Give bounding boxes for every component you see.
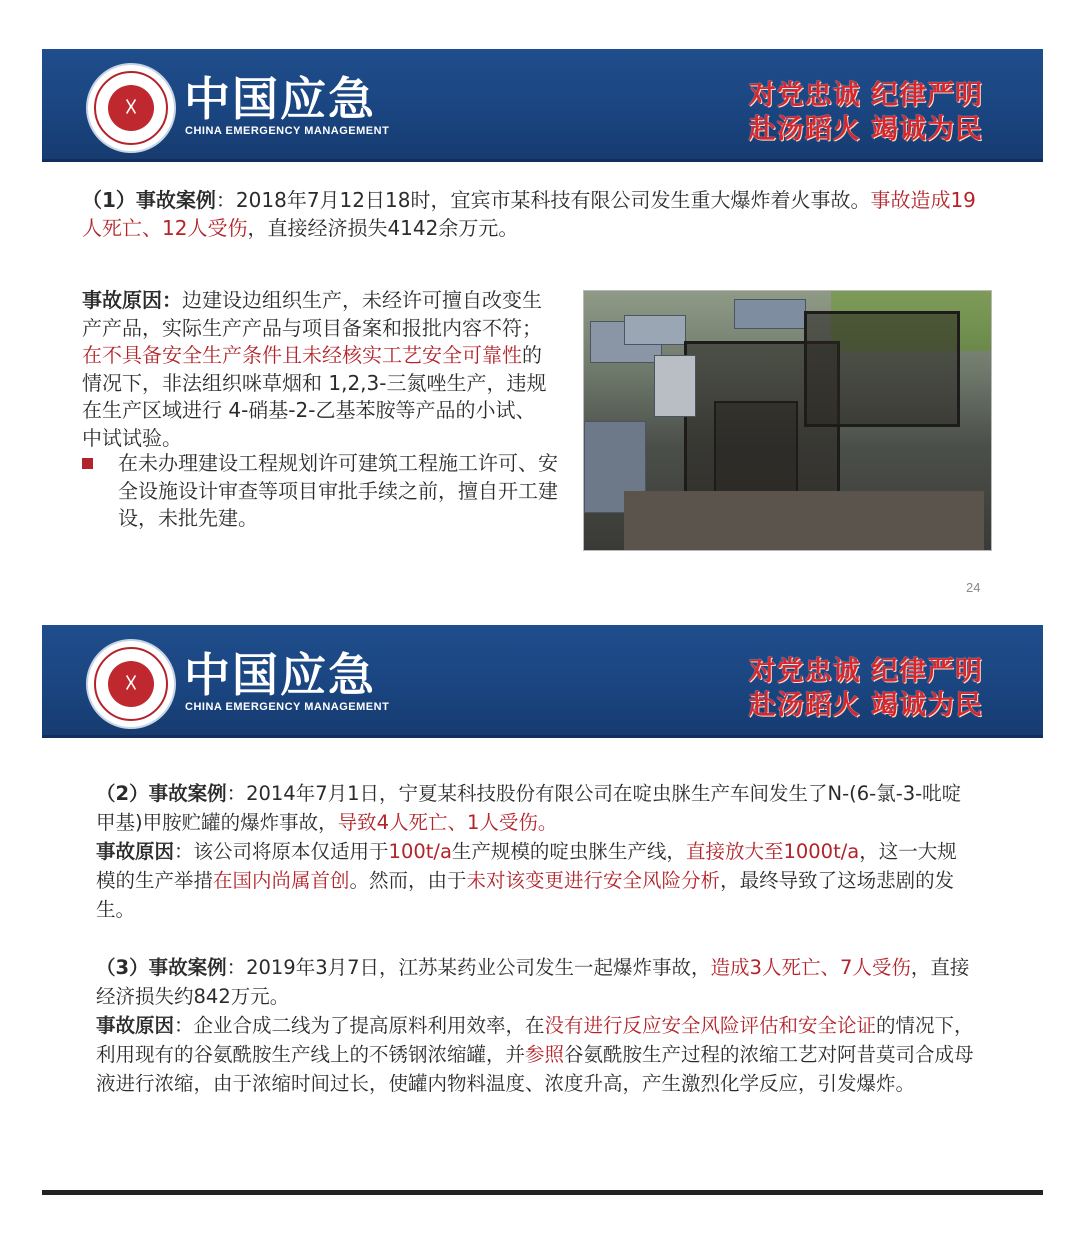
brand-name-en: CHINA EMERGENCY MANAGEMENT: [185, 125, 390, 137]
explosion-site-photo: [583, 290, 992, 551]
brand-name-cn: 中国应急: [184, 72, 376, 126]
page-number: 24: [966, 580, 981, 595]
cause-highlight: 在不具备安全生产条件且未经核实工艺安全可靠性: [82, 343, 522, 367]
emblem-mark: ☓: [108, 85, 154, 131]
emblem-mark: ☓: [108, 661, 154, 707]
emergency-emblem-icon: [86, 639, 176, 729]
motto-line-1: 对党忠诚 纪律严明: [748, 80, 983, 111]
bottom-divider: [42, 1190, 1043, 1195]
case-1-paragraph: （1）事故案例：2018年7月12日18时，宜宾市某科技有限公司发生重大爆炸着火事故。事故造成19人死亡、12人受伤，直接经济损失4142余万元。: [82, 188, 976, 240]
case-3-block: （3）事故案例：2019年3月7日，江苏某药业公司发生一起爆炸事故，造成3人死亡、7人受伤，直接经济损失约842万元。 事故原因：企业合成二线为了提高原料利用效率，在没有进行反应安全风险评估和安全论证的情况下，利用现有的谷氨酰胺生产线上的不锈钢浓缩罐，并参照谷氨酰胺生产过程的浓缩工艺对阿昔莫司合成母液进行浓缩，由于浓缩时间过长，使罐内物料温度、浓度升高，产生激烈化学反应，引发爆炸。: [96, 956, 974, 1095]
motto-line-2: 赴汤蹈火 竭诚为民: [748, 690, 983, 721]
brand-name-en: CHINA EMERGENCY MANAGEMENT: [185, 701, 390, 713]
case-label: （2）事故案例: [96, 782, 227, 805]
case-2-block: （2）事故案例：2014年7月1日，宁夏某科技股份有限公司在啶虫脒生产车间发生了N-(6-氯-3-吡啶甲基)甲胺贮罐的爆炸事故，导致4人死亡、1人受伤。 事故原因：该公司将原本仅适用于100t/a生产规模的啶虫脒生产线，直接放大至1000t/a，这一大规模的生产举措在国内尚属首创。然而，由于未对该变更进行安全风险分析，最终导致了这场悲剧的发生。: [96, 782, 962, 921]
header-banner: [42, 49, 1043, 162]
slide-24: ☓ 中国应急 CHINA EMERGENCY MANAGEMENT 对党忠诚 纪律严明 赴汤蹈火 竭诚为民 （1）事故案例：2018年7月12日18时，宜宾市某科技有限公司发生重大爆炸着火事故。事故造成19人死亡、12人受伤，直接经济损失4142余万元。 事故原因：边建设边组织生产，未经许可擅自改变生产产品，实际生产产品与项目备案和报批内容不符；在不具备安全生产条件且未经核实工艺安全可靠性的情况下，非法组织咪草烟和 1,2,3-三氮唑生产，违规在生产区域进行 4-硝基-2-乙基苯胺等产品的小试、中试试验。 在未办理建设工程规划许可建筑工程施工许可、安全设施设计审查等项目审批手续之前，擅自开工建设，未批先建。 24: [0, 0, 1080, 622]
motto-line-1: 对党忠诚 纪律严明: [748, 656, 983, 687]
cause-label: 事故原因: [96, 840, 175, 863]
square-bullet-icon: [82, 458, 93, 469]
header-banner: [42, 625, 1043, 738]
motto-line-2: 赴汤蹈火 竭诚为民: [748, 114, 983, 145]
casualty-text: 导致4人死亡、1人受伤。: [337, 811, 558, 834]
slide-25: [0, 622, 1080, 1234]
cause-label: 事故原因: [96, 1014, 175, 1037]
cause-1-paragraph: 事故原因：边建设边组织生产，未经许可擅自改变生产产品，实际生产产品与项目备案和报批内容不符；在不具备安全生产条件且未经核实工艺安全可靠性的情况下，非法组织咪草烟和 1,2,3-三氮唑生产，违规在生产区域进行 4-硝基-2-乙基苯胺等产品的小试、中试试验。: [82, 288, 547, 450]
casualty-text: 事故造成19人死亡、12人受伤: [82, 188, 976, 240]
cause-label: 事故原因：: [82, 288, 182, 312]
casualty-text: 造成3人死亡、7人受伤: [710, 956, 911, 979]
emergency-emblem-icon: [86, 63, 176, 153]
case-label: （1）事故案例: [82, 188, 216, 212]
case-label: （3）事故案例: [96, 956, 227, 979]
brand-name-cn: 中国应急: [184, 648, 376, 702]
